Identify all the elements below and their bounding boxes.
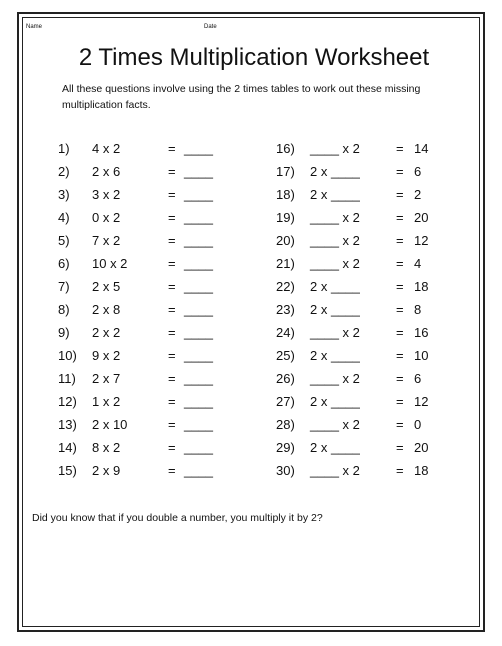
problem-number: 20) bbox=[276, 233, 295, 248]
equals-sign: = bbox=[396, 463, 404, 478]
problem-answer: 6 bbox=[414, 164, 422, 179]
problem-row bbox=[0, 437, 502, 460]
problem-number: 15) bbox=[58, 463, 77, 478]
problem-number: 25) bbox=[276, 348, 295, 363]
fact-text: Did you know that if you double a number, you multiply it by 2? bbox=[32, 512, 323, 524]
problem-number: 7) bbox=[58, 279, 70, 294]
problem-number: 29) bbox=[276, 440, 295, 455]
answer-blank[interactable]: ____ bbox=[184, 210, 213, 225]
name-label: Name bbox=[26, 24, 43, 30]
equals-sign: = bbox=[168, 325, 176, 340]
problem-answer: 16 bbox=[414, 325, 429, 340]
equals-sign: = bbox=[168, 463, 176, 478]
problem-number: 4) bbox=[58, 210, 70, 225]
problem-row bbox=[0, 322, 502, 345]
problem-answer: 0 bbox=[414, 417, 422, 432]
problem-row bbox=[0, 345, 502, 368]
problem-answer: 2 bbox=[414, 187, 422, 202]
problem-row bbox=[0, 460, 502, 483]
equals-sign: = bbox=[396, 417, 404, 432]
problem-answer: 6 bbox=[414, 371, 422, 386]
equals-sign: = bbox=[396, 302, 404, 317]
problem-expression: 2 x ____ bbox=[310, 394, 360, 409]
problem-answer: 18 bbox=[414, 279, 429, 294]
problem-expression: 2 x 9 bbox=[92, 463, 121, 478]
problem-number: 17) bbox=[276, 164, 295, 179]
equals-sign: = bbox=[168, 256, 176, 271]
problem-answer: 12 bbox=[414, 233, 429, 248]
problem-answer: 20 bbox=[414, 440, 429, 455]
problem-expression: 10 x 2 bbox=[92, 256, 128, 271]
problem-row bbox=[0, 414, 502, 437]
problem-expression: 8 x 2 bbox=[92, 440, 121, 455]
problem-expression: ____ x 2 bbox=[310, 256, 360, 271]
answer-blank[interactable]: ____ bbox=[184, 164, 213, 179]
problem-expression: 2 x 5 bbox=[92, 279, 121, 294]
equals-sign: = bbox=[168, 187, 176, 202]
problem-row bbox=[0, 184, 502, 207]
problem-expression: ____ x 2 bbox=[310, 141, 360, 156]
problem-number: 19) bbox=[276, 210, 295, 225]
problem-expression: 4 x 2 bbox=[92, 141, 121, 156]
problem-number: 10) bbox=[58, 348, 77, 363]
problem-expression: ____ x 2 bbox=[310, 325, 360, 340]
problem-number: 6) bbox=[58, 256, 70, 271]
equals-sign: = bbox=[168, 302, 176, 317]
problem-number: 14) bbox=[58, 440, 77, 455]
problem-row bbox=[0, 253, 502, 276]
problem-row bbox=[0, 161, 502, 184]
answer-blank[interactable]: ____ bbox=[184, 233, 213, 248]
problem-expression: 3 x 2 bbox=[92, 187, 121, 202]
problem-number: 16) bbox=[276, 141, 295, 156]
problem-expression: 2 x 8 bbox=[92, 302, 121, 317]
problem-number: 12) bbox=[58, 394, 77, 409]
answer-blank[interactable]: ____ bbox=[184, 440, 213, 455]
equals-sign: = bbox=[396, 371, 404, 386]
intro-text: All these questions involve using the 2 times tables to work out these missing multiplication facts. bbox=[62, 83, 421, 111]
problem-expression: ____ x 2 bbox=[310, 463, 360, 478]
equals-sign: = bbox=[396, 440, 404, 455]
equals-sign: = bbox=[396, 256, 404, 271]
problem-number: 21) bbox=[276, 256, 295, 271]
problem-answer: 12 bbox=[414, 394, 429, 409]
problem-number: 23) bbox=[276, 302, 295, 317]
answer-blank[interactable]: ____ bbox=[184, 279, 213, 294]
problem-number: 24) bbox=[276, 325, 295, 340]
problem-number: 2) bbox=[58, 164, 70, 179]
problem-number: 3) bbox=[58, 187, 70, 202]
equals-sign: = bbox=[168, 394, 176, 409]
answer-blank[interactable]: ____ bbox=[184, 371, 213, 386]
problem-number: 30) bbox=[276, 463, 295, 478]
page-title: 2 Times Multiplication Worksheet bbox=[78, 44, 430, 71]
equals-sign: = bbox=[168, 233, 176, 248]
equals-sign: = bbox=[396, 187, 404, 202]
problem-number: 8) bbox=[58, 302, 70, 317]
problem-answer: 18 bbox=[414, 463, 429, 478]
equals-sign: = bbox=[168, 279, 176, 294]
problem-expression: 2 x ____ bbox=[310, 440, 360, 455]
problem-number: 13) bbox=[58, 417, 77, 432]
problem-answer: 14 bbox=[414, 141, 429, 156]
problem-row bbox=[0, 207, 502, 230]
equals-sign: = bbox=[396, 279, 404, 294]
problem-number: 5) bbox=[58, 233, 70, 248]
problem-row bbox=[0, 138, 502, 161]
equals-sign: = bbox=[168, 210, 176, 225]
problem-expression: 2 x ____ bbox=[310, 164, 360, 179]
answer-blank[interactable]: ____ bbox=[184, 417, 213, 432]
equals-sign: = bbox=[168, 348, 176, 363]
problem-expression: 2 x ____ bbox=[310, 348, 360, 363]
answer-blank[interactable]: ____ bbox=[184, 463, 213, 478]
problem-number: 18) bbox=[276, 187, 295, 202]
equals-sign: = bbox=[396, 394, 404, 409]
problem-expression: 2 x 7 bbox=[92, 371, 121, 386]
problem-row bbox=[0, 276, 502, 299]
answer-blank[interactable]: ____ bbox=[184, 187, 213, 202]
answer-blank[interactable]: ____ bbox=[184, 348, 213, 363]
problem-number: 11) bbox=[58, 371, 76, 386]
problem-expression: 2 x ____ bbox=[310, 302, 360, 317]
problem-number: 27) bbox=[276, 394, 295, 409]
problem-expression: ____ x 2 bbox=[310, 417, 360, 432]
problem-row bbox=[0, 391, 502, 414]
problem-expression: 2 x 2 bbox=[92, 325, 121, 340]
answer-blank[interactable]: ____ bbox=[184, 302, 213, 317]
problem-expression: 2 x 6 bbox=[92, 164, 121, 179]
problem-row bbox=[0, 299, 502, 322]
problem-expression: 7 x 2 bbox=[92, 233, 121, 248]
answer-blank[interactable]: ____ bbox=[184, 394, 213, 409]
problem-list bbox=[0, 138, 502, 483]
equals-sign: = bbox=[168, 371, 176, 386]
problem-expression: 2 x 10 bbox=[92, 417, 128, 432]
problem-answer: 8 bbox=[414, 302, 422, 317]
problem-answer: 20 bbox=[414, 210, 429, 225]
problem-expression: 0 x 2 bbox=[92, 210, 121, 225]
problem-expression: 1 x 2 bbox=[92, 394, 121, 409]
equals-sign: = bbox=[396, 233, 404, 248]
problem-expression: ____ x 2 bbox=[310, 371, 360, 386]
equals-sign: = bbox=[168, 440, 176, 455]
date-label: Date bbox=[204, 24, 217, 30]
problem-row bbox=[0, 368, 502, 391]
problem-expression: ____ x 2 bbox=[310, 233, 360, 248]
problem-number: 1) bbox=[58, 141, 70, 156]
problem-row bbox=[0, 230, 502, 253]
problem-number: 28) bbox=[276, 417, 295, 432]
equals-sign: = bbox=[396, 141, 404, 156]
equals-sign: = bbox=[168, 141, 176, 156]
problem-expression: ____ x 2 bbox=[310, 210, 360, 225]
answer-blank[interactable]: ____ bbox=[184, 256, 213, 271]
equals-sign: = bbox=[396, 348, 404, 363]
problem-expression: 2 x ____ bbox=[310, 187, 360, 202]
problem-expression: 2 x ____ bbox=[310, 279, 360, 294]
problem-number: 26) bbox=[276, 371, 295, 386]
answer-blank[interactable]: ____ bbox=[184, 325, 213, 340]
equals-sign: = bbox=[396, 210, 404, 225]
equals-sign: = bbox=[168, 164, 176, 179]
equals-sign: = bbox=[168, 417, 176, 432]
equals-sign: = bbox=[396, 325, 404, 340]
problem-number: 9) bbox=[58, 325, 70, 340]
problem-expression: 9 x 2 bbox=[92, 348, 121, 363]
problem-number: 22) bbox=[276, 279, 295, 294]
problem-answer: 10 bbox=[414, 348, 429, 363]
problem-answer: 4 bbox=[414, 256, 422, 271]
equals-sign: = bbox=[396, 164, 404, 179]
answer-blank[interactable]: ____ bbox=[184, 141, 213, 156]
